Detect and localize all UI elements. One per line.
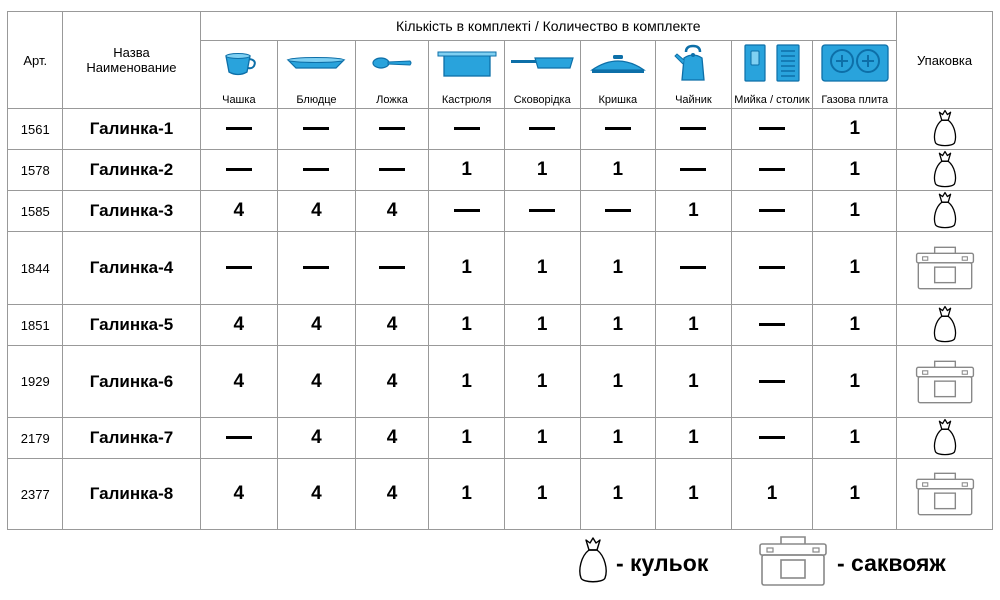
- set-name-cell: Галинка-3: [63, 191, 200, 232]
- quantity-cell: 1: [504, 346, 580, 418]
- bag-icon: [897, 305, 992, 345]
- quantity-cell: 1: [429, 305, 505, 346]
- quantity-none-cell: [731, 109, 813, 150]
- table-row: [8, 150, 993, 191]
- article-cell: 1578: [8, 150, 63, 191]
- set-name-cell: Галинка-6: [63, 346, 200, 418]
- quantity-none-cell: [731, 418, 813, 459]
- bag-icon: [897, 191, 992, 231]
- quantity-cell: 1: [656, 346, 732, 418]
- set-name-cell: Галинка-8: [63, 459, 200, 530]
- quantity-cell: 4: [355, 305, 429, 346]
- quantity-none-cell: [355, 109, 429, 150]
- quantity-cell: 4: [278, 346, 356, 418]
- quantity-cell: 4: [200, 191, 278, 232]
- dash-mark: [680, 266, 706, 269]
- article-cell: 1851: [8, 305, 63, 346]
- article-cell: 1929: [8, 346, 63, 418]
- quantity-cell: 4: [278, 418, 356, 459]
- table-row: [8, 459, 993, 530]
- set-name-cell: Галинка-2: [63, 150, 200, 191]
- quantity-cell: 4: [278, 305, 356, 346]
- dash-mark: [303, 168, 329, 171]
- legend-case-label: - саквояж: [837, 549, 946, 576]
- quantity-cell: 1: [429, 150, 505, 191]
- dash-mark: [605, 127, 631, 130]
- item-label: Чайник: [675, 94, 712, 106]
- quantity-none-cell: [731, 232, 813, 305]
- quantity-none-cell: [278, 232, 356, 305]
- quantity-cell: 1: [813, 109, 897, 150]
- item-label: Сковорідка: [513, 94, 571, 106]
- packaging-cell: [897, 191, 993, 232]
- quantity-cell: 1: [580, 150, 656, 191]
- item-label: Кришка: [598, 94, 638, 106]
- bag-icon: [897, 109, 992, 149]
- quantity-cell: 1: [504, 232, 580, 305]
- item-label: Чашка: [222, 94, 256, 106]
- gas-stove-icon: [813, 45, 896, 81]
- legend-bag-label: - кульок: [616, 549, 709, 576]
- case-icon: [897, 470, 992, 518]
- quantity-cell: 4: [355, 418, 429, 459]
- quantity-cell: 1: [731, 459, 813, 530]
- quantity-cell: 1: [656, 459, 732, 530]
- quantity-cell: 1: [813, 305, 897, 346]
- dash-mark: [303, 127, 329, 130]
- dash-mark: [759, 266, 785, 269]
- dash-mark: [226, 127, 252, 130]
- item-header: [813, 41, 897, 109]
- dash-mark: [454, 127, 480, 130]
- packaging-cell: [897, 150, 993, 191]
- quantity-none-cell: [731, 305, 813, 346]
- quantity-cell: 1: [580, 418, 656, 459]
- bag-icon: [897, 418, 992, 458]
- item-label: Блюдце: [296, 94, 337, 106]
- dash-mark: [379, 266, 405, 269]
- quantity-cell: 4: [355, 459, 429, 530]
- table-row: [8, 346, 993, 418]
- dash-mark: [759, 380, 785, 383]
- article-cell: 2377: [8, 459, 63, 530]
- quantity-cell: 1: [429, 346, 505, 418]
- header-name: [63, 12, 200, 109]
- article-cell: 1585: [8, 191, 63, 232]
- quantity-cell: 1: [580, 346, 656, 418]
- quantity-cell: 1: [813, 191, 897, 232]
- dash-mark: [226, 168, 252, 171]
- dash-mark: [759, 168, 785, 171]
- packaging-cell: [897, 232, 993, 305]
- quantity-cell: 1: [813, 418, 897, 459]
- set-name-cell: Галинка-4: [63, 232, 200, 305]
- quantity-none-cell: [200, 232, 278, 305]
- quantity-none-cell: [278, 109, 356, 150]
- table-row: [8, 305, 993, 346]
- table-row: [8, 418, 993, 459]
- packaging-cell: [897, 109, 993, 150]
- case-icon: [757, 534, 829, 593]
- quantity-none-cell: [731, 346, 813, 418]
- lid-icon: [581, 45, 656, 81]
- pot-icon: [429, 45, 504, 81]
- quantity-cell: 1: [504, 418, 580, 459]
- packaging-cell: [897, 459, 993, 530]
- quantity-cell: 1: [656, 305, 732, 346]
- cup-icon: [201, 45, 278, 81]
- case-icon: [897, 244, 992, 292]
- article-cell: 1844: [8, 232, 63, 305]
- quantity-none-cell: [504, 191, 580, 232]
- header-packaging: Упаковка: [897, 12, 993, 109]
- sets-table: [7, 11, 993, 530]
- quantity-cell: 1: [580, 305, 656, 346]
- quantity-cell: 1: [504, 305, 580, 346]
- quantity-none-cell: [429, 109, 505, 150]
- frying-pan-icon: [505, 45, 580, 81]
- article-cell: 1561: [8, 109, 63, 150]
- table-row: [8, 109, 993, 150]
- quantity-cell: 1: [429, 232, 505, 305]
- quantity-none-cell: [580, 191, 656, 232]
- quantity-cell: 1: [580, 232, 656, 305]
- quantity-cell: 1: [504, 150, 580, 191]
- quantity-cell: 1: [656, 191, 732, 232]
- item-label: Мийка / столик: [734, 94, 810, 106]
- quantity-cell: 1: [580, 459, 656, 530]
- bag-icon: [578, 536, 608, 591]
- table-row: [8, 232, 993, 305]
- item-header: [731, 41, 813, 109]
- packaging-cell: [897, 305, 993, 346]
- header-name-ru: Наименование: [86, 60, 177, 75]
- quantity-cell: 1: [813, 459, 897, 530]
- quantity-none-cell: [200, 109, 278, 150]
- dash-mark: [680, 127, 706, 130]
- saucer-icon: [278, 45, 355, 81]
- dash-mark: [529, 209, 555, 212]
- quantity-cell: 4: [200, 346, 278, 418]
- quantity-cell: 1: [504, 459, 580, 530]
- legend-bag: [578, 535, 708, 591]
- quantity-cell: 1: [813, 346, 897, 418]
- item-label: Газова плита: [821, 94, 889, 106]
- table-row: [8, 191, 993, 232]
- dash-mark: [759, 127, 785, 130]
- header-art: Арт.: [8, 12, 63, 109]
- quantity-cell: 1: [656, 418, 732, 459]
- quantity-cell: 1: [813, 232, 897, 305]
- set-name-cell: Галинка-7: [63, 418, 200, 459]
- dash-mark: [759, 323, 785, 326]
- set-name-cell: Галинка-5: [63, 305, 200, 346]
- dash-mark: [759, 209, 785, 212]
- packaging-cell: [897, 418, 993, 459]
- item-header: [504, 41, 580, 109]
- dash-mark: [529, 127, 555, 130]
- quantity-cell: 1: [429, 459, 505, 530]
- quantity-cell: 4: [200, 305, 278, 346]
- quantity-none-cell: [656, 150, 732, 191]
- set-name-cell: Галинка-1: [63, 109, 200, 150]
- quantity-cell: 4: [355, 191, 429, 232]
- dash-mark: [605, 209, 631, 212]
- dash-mark: [226, 436, 252, 439]
- header-quantity-group: Кількість в комплекті / Количество в комплекте: [200, 12, 897, 41]
- quantity-cell: 4: [278, 459, 356, 530]
- quantity-none-cell: [580, 109, 656, 150]
- quantity-cell: 1: [813, 150, 897, 191]
- quantity-cell: 4: [355, 346, 429, 418]
- item-header: [355, 41, 429, 109]
- dash-mark: [680, 168, 706, 171]
- quantity-none-cell: [656, 232, 732, 305]
- quantity-none-cell: [278, 150, 356, 191]
- item-header: [580, 41, 656, 109]
- kettle-icon: [656, 45, 731, 81]
- article-cell: 2179: [8, 418, 63, 459]
- item-header: [200, 41, 278, 109]
- quantity-cell: 4: [278, 191, 356, 232]
- dash-mark: [379, 127, 405, 130]
- item-header: [278, 41, 356, 109]
- quantity-none-cell: [355, 150, 429, 191]
- quantity-none-cell: [656, 109, 732, 150]
- dash-mark: [226, 266, 252, 269]
- sink-table-icon: [732, 45, 813, 81]
- bag-icon: [897, 150, 992, 190]
- item-header: [429, 41, 505, 109]
- case-icon: [897, 358, 992, 406]
- quantity-cell: 1: [429, 418, 505, 459]
- dash-mark: [759, 436, 785, 439]
- item-label: Кастрюля: [441, 94, 492, 106]
- item-label: Ложка: [376, 94, 408, 106]
- spoon-icon: [356, 45, 429, 81]
- dash-mark: [379, 168, 405, 171]
- header-name-ua: Назва: [113, 45, 150, 60]
- dash-mark: [303, 266, 329, 269]
- dash-mark: [454, 209, 480, 212]
- quantity-none-cell: [200, 150, 278, 191]
- quantity-none-cell: [731, 150, 813, 191]
- legend-case: [757, 535, 946, 591]
- quantity-none-cell: [429, 191, 505, 232]
- quantity-none-cell: [731, 191, 813, 232]
- quantity-cell: 4: [200, 459, 278, 530]
- quantity-none-cell: [355, 232, 429, 305]
- packaging-cell: [897, 346, 993, 418]
- item-header: [656, 41, 732, 109]
- quantity-none-cell: [504, 109, 580, 150]
- quantity-none-cell: [200, 418, 278, 459]
